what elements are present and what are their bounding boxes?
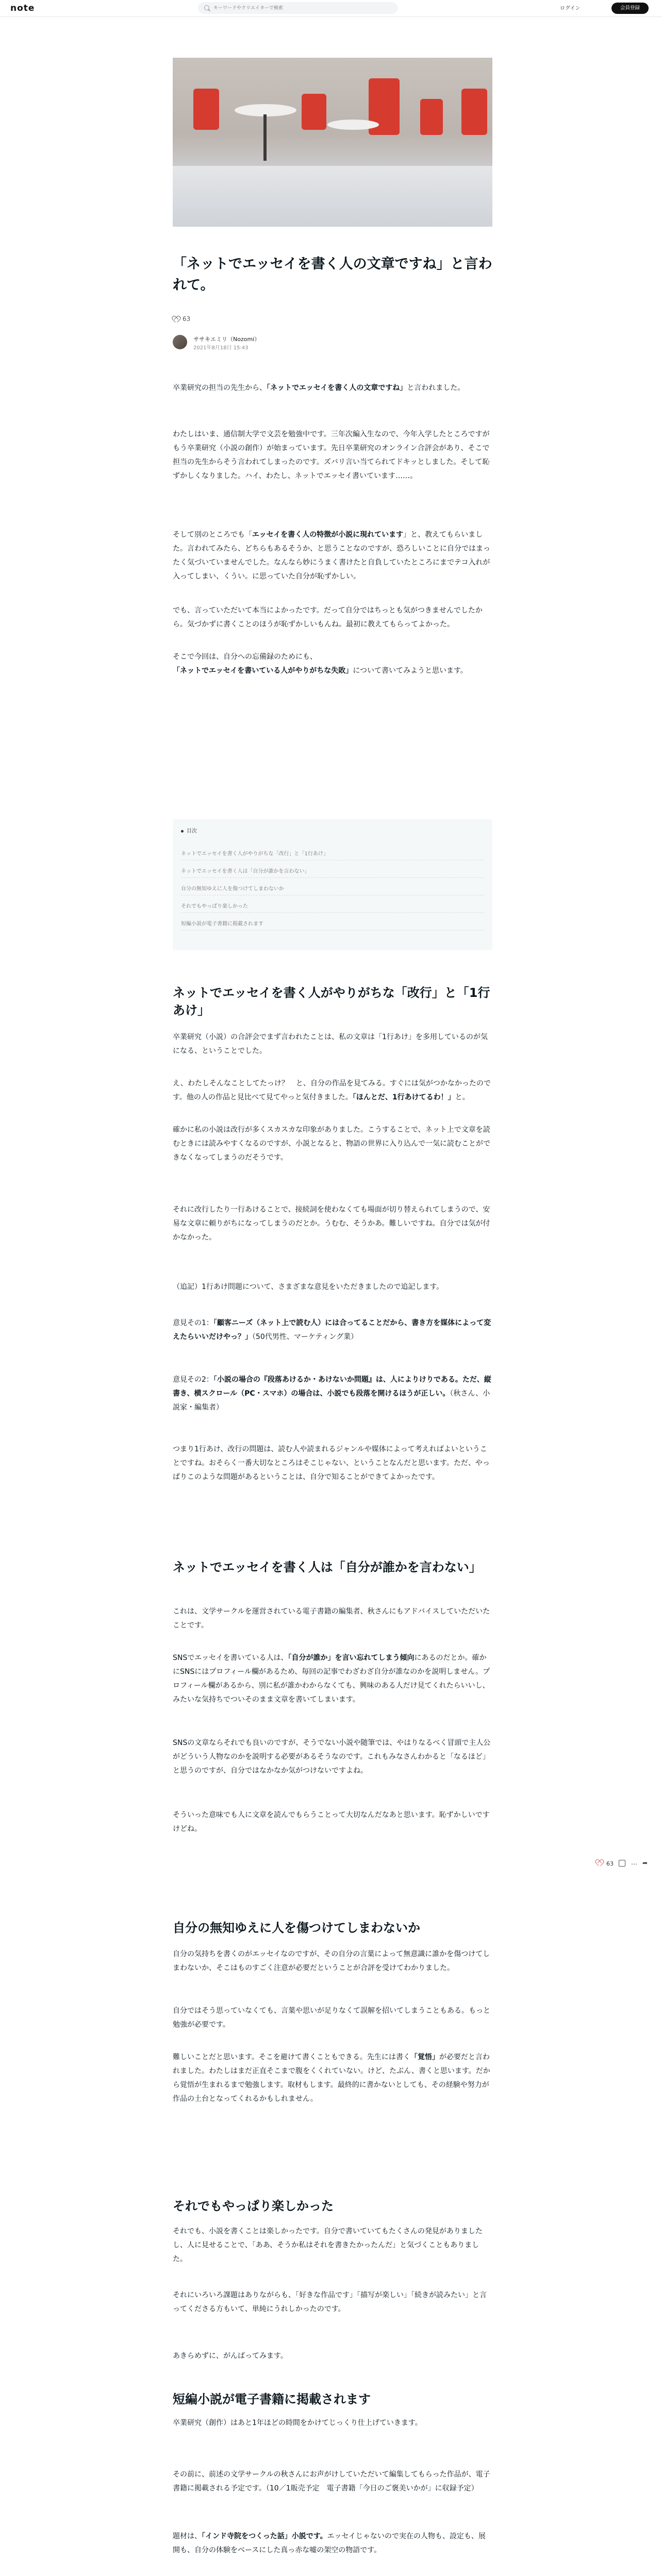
search-icon — [204, 5, 209, 10]
text-run: 意見その2： — [173, 1376, 213, 1384]
like-heart-icon[interactable] — [596, 1860, 603, 1866]
text-run: （50代男性、マーケティング業） — [252, 1333, 358, 1341]
bold-text: 「小説の場合の『段落あけるか・あけないか問題』は、人によりけりである。ただ、縦書き、横スクロール（PC・スマホ）の場合は、小説でも段落を開けるほうが正しい。 — [173, 1376, 491, 1398]
paragraph: その前に、前述の文学サークルの秋さんにお声がけしていただいて編集してもらった作品が、電子書籍に掲載される予定です。（10／1販売予定 電子書籍「今日のご褒美いかが」に収録予定） — [173, 2470, 490, 2493]
paragraph — [173, 2530, 492, 2557]
bold-text: 「ほんとだ、1行あけてるわ！」 — [352, 1093, 455, 1101]
avatar[interactable] — [173, 335, 187, 349]
toc-title[interactable] — [181, 826, 197, 834]
paragraph: 卒業研究（創作）はあと1年ほどの時間をかけてじっくり仕上げていきます。 — [173, 2419, 422, 2427]
paragraph: それでも、小説を書くことは楽しかったです。自分で書いていてもたくさんの発見がありましたし、人に見せることで、「ああ、そうか私はそれを書きたかったんだ」と気づくこともありました。 — [173, 2227, 483, 2263]
floating-like-count: 63 — [606, 1860, 614, 1867]
text-run: 題材は、 — [173, 2532, 202, 2540]
paragraph: （追記）1行あけ問題について、さまざまな意見をいただきましたので追記します。 — [173, 1283, 444, 1291]
table-of-contents — [173, 819, 492, 950]
search-bar[interactable] — [198, 2, 398, 14]
toc-item[interactable]: ネットでエッセイを書く人は「自分が誰かを言わない」 — [181, 867, 484, 878]
section-heading: ネットでエッセイを書く人は「自分が誰かを言わない」 — [173, 1560, 482, 1574]
paragraph — [173, 528, 492, 584]
paragraph: SNSの文章ならそれでも良いのですが、そうでない小説や随筆では、やはりなるべく冒頭で主人公がどういう人物なのかを説明する必要があるそうなのです。これもみなさんわかると「なるほど」と思うのですが、自分ではなかなか気がつけないですよね。 — [173, 1739, 491, 1775]
paragraph: わたしはいま、通信制大学で文芸を勉強中です。三年次編入生なので、今年入学したところですがもう卒業研究（小説の創作）が始まっています。先日卒業研究のオンライン合評会があり、そこで担当の先生からそう言われてしまったのです。ズバリ言い当てられてドキッとしました。そして恥ずかしくなりました。ハイ、わたし、ネットでエッセイ書いています……。 — [173, 430, 490, 480]
toc-item[interactable]: 短編小説が電子書籍に掲載されます — [181, 919, 484, 930]
paragraph — [173, 1077, 492, 1105]
search-input[interactable] — [212, 4, 390, 13]
more-icon[interactable]: ⋯ — [631, 1860, 637, 1868]
like-count[interactable] — [173, 315, 190, 323]
toc-item[interactable]: 自分の無知ゆえに人を傷つけてしまわないか — [181, 884, 484, 895]
toc-item[interactable]: それでもやっぱり楽しかった — [181, 902, 484, 913]
paragraph: そういった意味でも人に文章を読んでもらうことって大切なんだなあと思います。恥ずかしいですけどね。 — [173, 1811, 490, 1833]
toc-title-label: 目次 — [187, 828, 197, 834]
paragraph — [173, 1373, 492, 1415]
text-run: と言われました。 — [407, 384, 465, 392]
hero-image — [173, 58, 492, 227]
bold-text: 「ネットでエッセイを書く人の文章ですね」 — [267, 384, 407, 392]
text-run: について書いてみようと思います。 — [353, 667, 468, 675]
section-heading: 短編小説が電子書籍に掲載されます — [173, 2392, 371, 2406]
toc-item[interactable]: ネットでエッセイを書く人がやりがちな「改行」と「1行あけ」 — [181, 849, 484, 860]
bold-text: 「ネットでエッセイを書いている人がやりがちな失敗」 — [173, 667, 353, 675]
comment-icon[interactable] — [619, 1860, 625, 1867]
section-heading: それでもやっぱり楽しかった — [173, 2199, 334, 2213]
login-link[interactable]: ログイン — [560, 6, 581, 11]
toc-bullet-icon — [181, 830, 184, 833]
section-heading: 自分の無知ゆえに人を傷つけてしまわないか — [173, 1921, 420, 1935]
paragraph: それに改行したり一行あけることで、接続詞を使わなくても場面が切り替えられてしまうので、安易な文章に頼りがちになってしまうのだとか。うむむ、そうかあ。難しいですね。自分では気が付かなかった。 — [173, 1206, 490, 1242]
paragraph: 確かに私の小説は改行が多くスカスカな印象がありました。こうすることで、ネット上で文章を読むときには読みやすくなるのですが、小説となると、物語の世界に入り込んで一気に読むことができなくなってしまうのだそうです。 — [173, 1126, 490, 1162]
paragraph — [173, 2050, 492, 2106]
text-run: 難しいことだと思います。そこを避けて書くこともできる。先生には書く — [173, 2053, 410, 2061]
paragraph: 自分の気持ちを書くのがエッセイなのですが、その自分の言葉によって無意識に誰かを傷つけてしまわないか、そこはものすごく注意が必要だということが合評を受けてわかりました。 — [173, 1950, 490, 1972]
section-heading: ネットでエッセイを書く人がやりがちな「改行」と「1行あけ」 — [173, 986, 490, 1018]
paragraph: これは、文学サークルを運営されている電子書籍の編集者、秋さんにもアドバイスしていただいたことです。 — [173, 1607, 490, 1630]
paragraph: 卒業研究（小説）の合評会でまず言われたことは、私の文章は「1行あけ」を多用しているのが気になる、ということでした。 — [173, 1033, 488, 1055]
paragraph — [173, 650, 492, 678]
author-name[interactable]: ササキエミリ（Nozomi） — [193, 336, 260, 343]
floating-action-bar — [596, 1858, 653, 1870]
bold-text: 「顧客ニーズ（ネット上で読む人）には合ってることだから、書き方を媒体によって変えたらいいだけやっ？」 — [173, 1319, 491, 1341]
paragraph: でも、言っていただいて本当によかったです。だって自分ではちっとも気がつきませんでしたから。気づかずに書くことのほうが恥ずかしいもんね。最初に教えてもらってよかった。 — [173, 606, 483, 629]
paragraph — [173, 381, 492, 395]
signup-button[interactable]: 会員登録 — [611, 3, 649, 14]
bold-text: 「覚悟」 — [410, 2053, 439, 2061]
text-run: 」と、教えてもらいました。言われてみたら、どちらもあるそうか、と思うことなのですが、恐ろしいことに自分ではまったく気づいていませんでした。なんなら妙にうまく書けたと自負していたところにまでテコ入れが入ってしまい、くうい。に思っていた自分が恥ずかしい。 — [173, 531, 490, 581]
share-icon[interactable]: ➦ — [642, 1859, 648, 1867]
top-navigation-bar — [0, 0, 662, 17]
heart-icon — [173, 316, 179, 323]
text-run: エッセイじゃないので実在の人物も、設定も、展開も、自分の体験をベースにした真っ赤な嘘の架空の物語です。 — [173, 2532, 486, 2554]
paragraph: 自分ではそう思っていなくても、言葉や思いが足りなくて誤解を招いてしまうこともある。もっと勉強が必要です。 — [173, 2007, 490, 2029]
text-run: 卒業研究の担当の先生から、 — [173, 384, 267, 392]
text-run: 意見その1： — [173, 1319, 213, 1327]
paragraph — [173, 1316, 492, 1344]
text-run: にあるのだとか。確かにSNSにはプロフィール欄があるため、毎回の記事でわざわざ自分が誰なのかを説明しません。プロフィール欄があるから、別に私が誰かわからなくても、興味のある人だけ見てくれたらいいし、みたいな気持ちでついそのまま文章を書いてしまいます。 — [173, 1654, 490, 1704]
paragraph: あきらめずに、がんばってみます。 — [173, 2352, 288, 2360]
bold-text: エッセイを書く人の特徴が小説に現れています — [252, 531, 404, 539]
text-run: え、わたしそんなことしてたっけ？ と、自分の作品を見てみる。すぐには気がつかなかったのです。他の人の作品と見比べて見てやっと気付きました。 — [173, 1079, 491, 1101]
paragraph — [173, 1651, 492, 1707]
text-run: と。 — [455, 1093, 470, 1101]
text-run: そこで今回は、自分への忘備録のためにも、 — [173, 653, 317, 661]
article — [173, 58, 492, 227]
bold-text: 「インド寺院をつくった話」小説です。 — [202, 2532, 327, 2540]
note-logo[interactable]: note — [10, 3, 35, 13]
text-run: （秋さん、小説家・編集者） — [173, 1389, 490, 1412]
bold-text: 「自分が誰か」を言い忘れてしまう傾向 — [288, 1654, 415, 1662]
paragraph: つまり1行あけ、改行の問題は、読む人や読まれるジャンルや媒体によって考えればよいということですね。おそらく一番大切なところはそこじゃない、ということなんだと思います。ただ、やっぱりこのような問題があるということは、自分で知ることができてよかったです。 — [173, 1445, 490, 1481]
paragraph: それにいろいろ課題はありながらも、「好きな作品です」「描写が楽しい」「続きが読みたい」と言ってくださる方もいて、単純にうれしかったのです。 — [173, 2291, 487, 2313]
text-run: そして別のところでも「 — [173, 531, 252, 539]
post-date: 2021年8月18日 15:43 — [193, 345, 249, 351]
text-run: SNSでエッセイを書いている人は、 — [173, 1654, 288, 1662]
text-run: が必要だと言われました。わたしはまだ正直そこまで腹をくくれていない。けど、たぶん、書くと思います。だから覚悟が生まれるまで勉強します。取材もします。最終的に書かないとしても、その経験や努力が作品の土台となってくれるかもしれません。 — [173, 2053, 490, 2103]
like-number: 63 — [183, 315, 191, 323]
article-title: 「ネットでエッセイを書く人の文章ですね」と言われて。 — [173, 256, 492, 293]
